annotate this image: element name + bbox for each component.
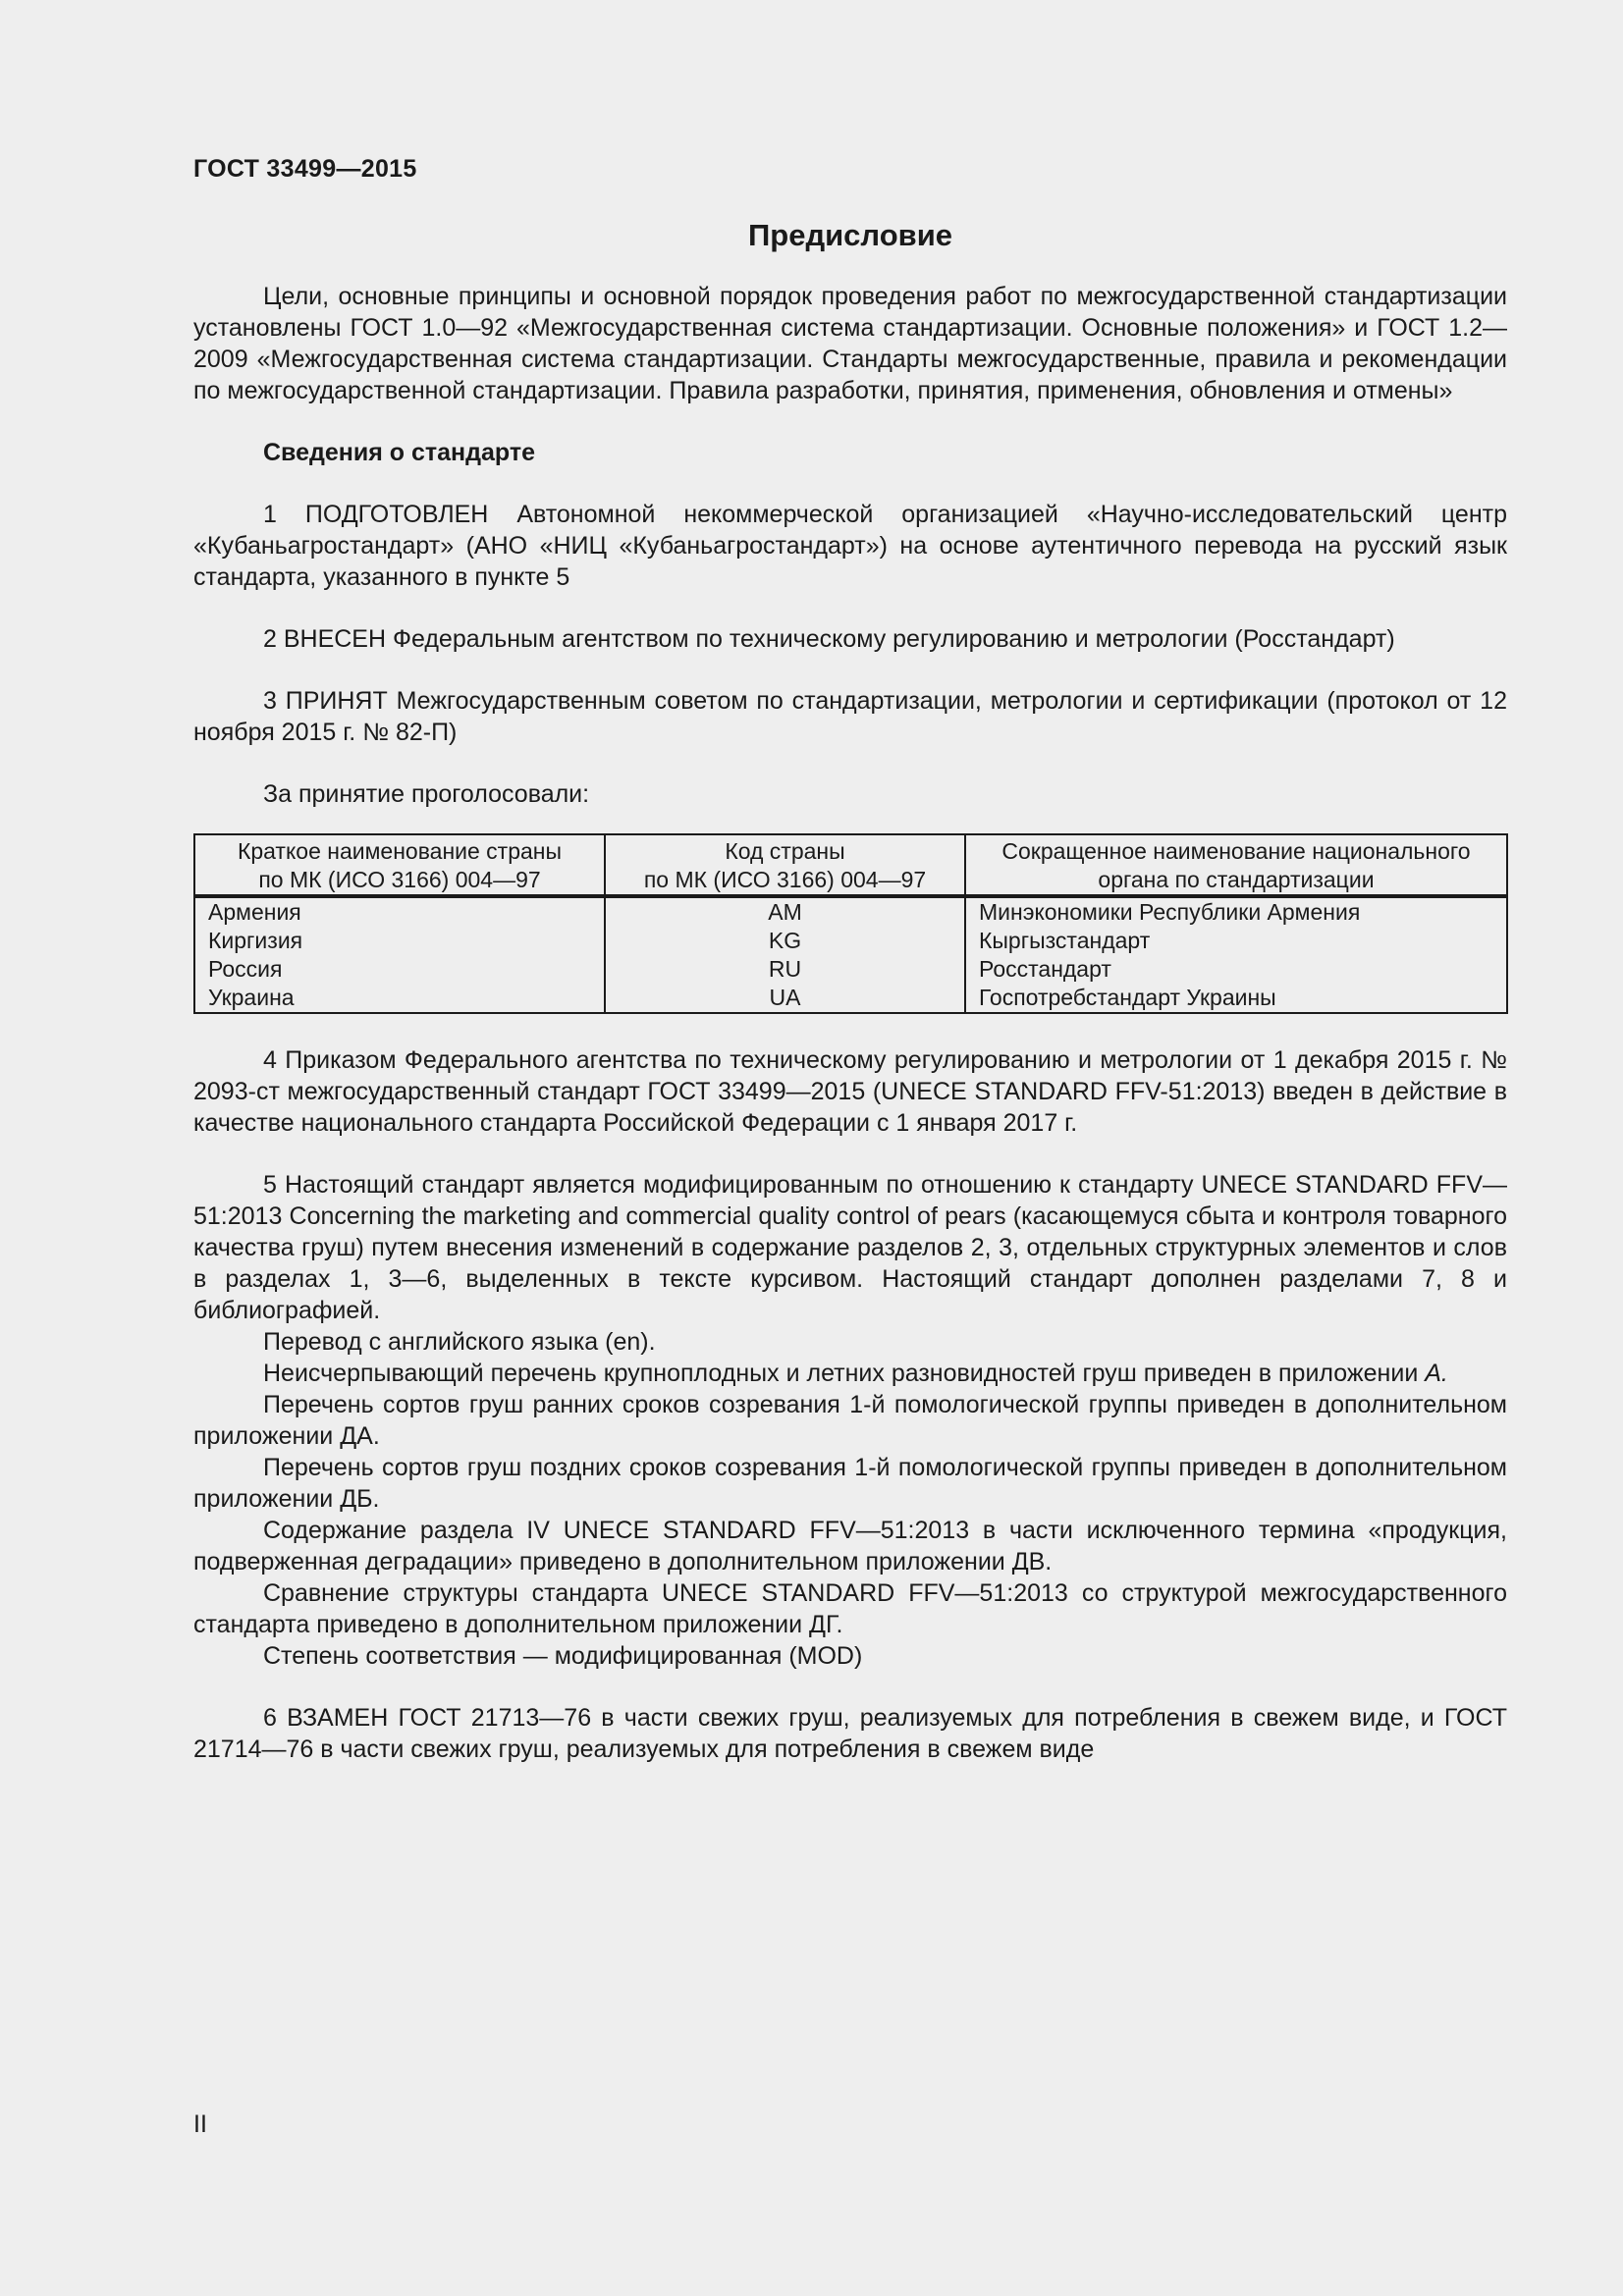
standards-body-cell: Минэкономики Республики Армения	[965, 896, 1507, 927]
intro-paragraph: Цели, основные принципы и основной порядок проведения работ по межгосударственной стандартизации установлены ГОСТ 1.0—92 «Межгосударственная система стандартизации. Основные положения» и ГОСТ 1.2—2009 «Межгосударственная система стандартизации. Стандарты межгосударственные, правила и рекомендации по межгосударственной стандартизации. Правила разработки, принятия, применения, обновления и отмены»	[193, 283, 1507, 404]
country-code-cell: AM	[605, 896, 965, 927]
item-2-paragraph: 2 ВНЕСЕН Федеральным агентством по техническому регулированию и метрологии (Росстандарт)	[263, 625, 1395, 653]
item-4-paragraph: 4 Приказом Федерального агентства по техническому регулированию и метрологии от 1 декабря 2015 г. № 2093-ст межгосударственный стандарт ГОСТ 33499—2015 (UNECE STANDARD FFV-51:2013) введен в действие в качестве национального стандарта Российской Федерации с 1 января 2017 г.	[193, 1046, 1507, 1137]
translation-note: Перевод с английского языка (en).	[263, 1328, 656, 1356]
conformity-degree: Степень соответствия — модифицированная (MOD)	[263, 1642, 863, 1670]
column-header-country-name: Краткое наименование страны по МК (ИСО 3166) 004—97	[194, 834, 605, 896]
country-code-cell: UA	[605, 984, 965, 1013]
voting-countries-table	[193, 833, 1508, 1014]
document-id: ГОСТ 33499—2015	[193, 155, 417, 183]
annex-a-note: Неисчерпывающий перечень крупноплодных и летних разновидностей груш приведен в приложении А.	[263, 1360, 1448, 1387]
column-header-standards-body: Сокращенное наименование национального органа по стандартизации	[965, 834, 1507, 896]
annex-dg-note: Сравнение структуры стандарта UNECE STANDARD FFV—51:2013 со структурой межгосударственного стандарта приведено в дополнительном приложении ДГ.	[193, 1579, 1507, 1638]
table-header-row	[194, 834, 1507, 896]
item-1-paragraph: 1 ПОДГОТОВЛЕН Автономной некоммерческой организацией «Научно-исследовательский центр «Кубаньагростандарт» (АНО «НИЦ «Кубаньагростандарт») на основе аутентичного перевода на русский язык стандарта, указанного в пункте 5	[193, 501, 1507, 591]
standards-body-cell: Кыргызстандарт	[965, 927, 1507, 955]
item-6-paragraph: 6 ВЗАМЕН ГОСТ 21713—76 в части свежих груш, реализуемых для потребления в свежем виде, и ГОСТ 21714—76 в части свежих груш, реализуемых для потребления в свежем виде	[193, 1704, 1507, 1763]
section-subheading: Сведения о стандарте	[263, 439, 536, 466]
country-name-cell: Киргизия	[194, 927, 605, 955]
country-name-cell: Украина	[194, 984, 605, 1013]
country-code-cell: KG	[605, 927, 965, 955]
voted-label: За принятие проголосовали:	[263, 780, 590, 808]
table-row	[194, 984, 1507, 1013]
standards-body-cell: Росстандарт	[965, 955, 1507, 984]
country-name-cell: Россия	[194, 955, 605, 984]
annex-dv-note: Содержание раздела IV UNECE STANDARD FFV—51:2013 в части исключенного термина «продукция, подверженная деградации» приведено в дополнительном приложении ДВ.	[193, 1517, 1507, 1575]
annex-db-note: Перечень сортов груш поздних сроков созревания 1-й помологической группы приведен в дополнительном приложении ДБ.	[193, 1454, 1507, 1513]
page-title: Предисловие	[747, 218, 952, 252]
table-row	[194, 927, 1507, 955]
page-content	[193, 216, 1507, 1765]
annex-da-note: Перечень сортов груш ранних сроков созревания 1-й помологической группы приведен в дополнительном приложении ДА.	[193, 1391, 1507, 1450]
table-row	[194, 955, 1507, 984]
standards-body-cell: Госпотребстандарт Украины	[965, 984, 1507, 1013]
table-row	[194, 896, 1507, 927]
column-header-country-code: Код страны по МК (ИСО 3166) 004—97	[605, 834, 965, 896]
item-5-paragraph: 5 Настоящий стандарт является модифицированным по отношению к стандарту UNECE STANDARD FFV—51:2013 Concerning the marketing and commercial quality control of pears (касающемуся сбыта и контроля товарного качества груш) путем внесения изменений в содержание разделов 2, 3, отдельных структурных элементов и слов в разделах 1, 3—6, выделенных в тексте курсивом. Настоящий стандарт дополнен разделами 7, 8 и библиографией.	[193, 1171, 1507, 1324]
item-3-paragraph: 3 ПРИНЯТ Межгосударственным советом по стандартизации, метрологии и сертификации (протокол от 12 ноября 2015 г. № 82-П)	[193, 687, 1507, 746]
page-number: II	[193, 2110, 207, 2138]
country-code-cell: RU	[605, 955, 965, 984]
country-name-cell: Армения	[194, 896, 605, 927]
